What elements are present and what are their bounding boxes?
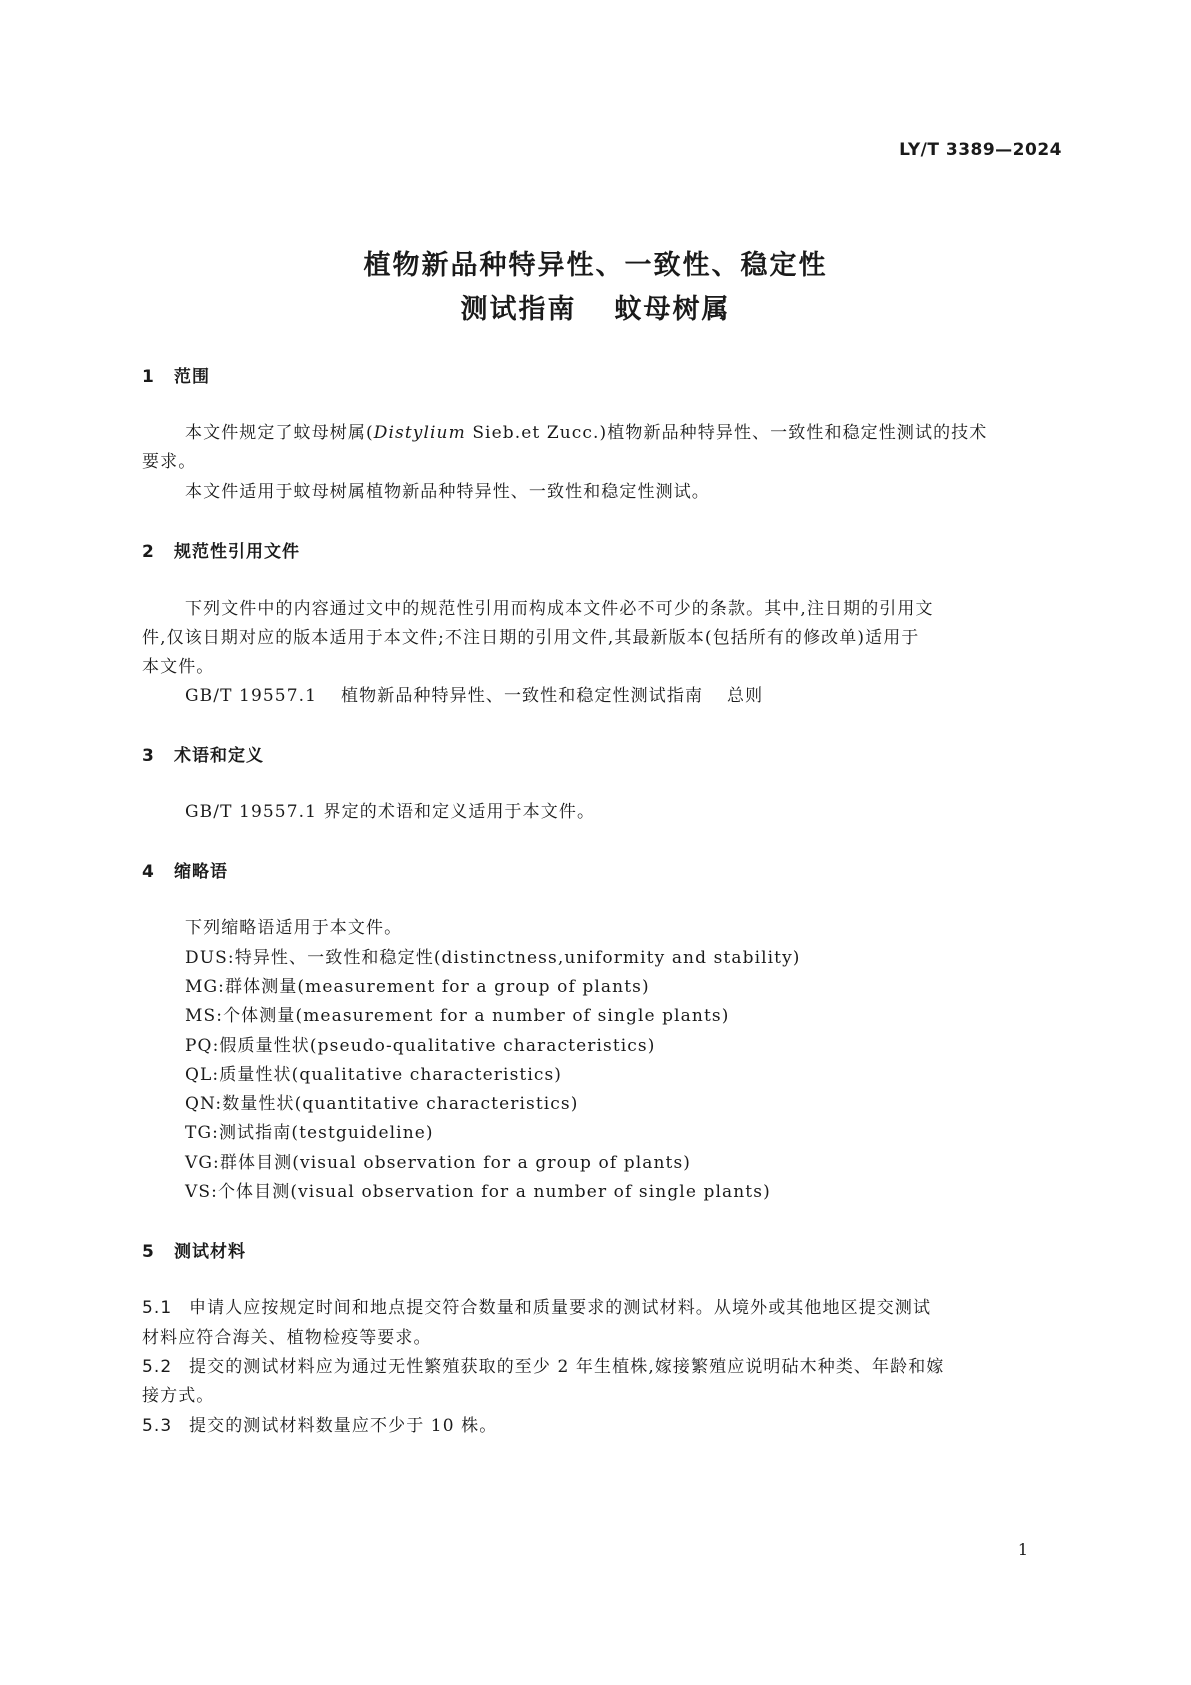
clause-5-1-line1: 5.1 申请人应按规定时间和地点提交符合数量和质量要求的测试材料。从境外或其他地区提交测试 — [142, 1298, 932, 1318]
abbreviation-item: VG:群体目测(visual observation for a group of plants) — [185, 1153, 692, 1173]
section-heading-1: 1 范围 — [142, 367, 210, 387]
section-heading-4: 4 缩略语 — [142, 862, 228, 882]
standard-code: LY/T 3389—2024 — [899, 140, 1062, 160]
s2-paragraph1-line3: 本文件。 — [142, 657, 215, 677]
abbreviation-item: VS:个体目测(visual observation for a number of single plants) — [185, 1182, 771, 1202]
s1-paragraph1-line2: 要求。 — [142, 452, 197, 472]
clause-5-3-line1: 5.3 提交的测试材料数量应不少于 10 株。 — [142, 1416, 498, 1436]
s1-paragraph1-line1: 本文件规定了蚊母树属(Distylium Sieb.et Zucc.)植物新品种特异性、一致性和稳定性测试的技术 — [185, 423, 988, 443]
title-genus: 蚊母树属 — [614, 294, 731, 325]
clause-5-1-line2: 材料应符合海关、植物检疫等要求。 — [142, 1328, 432, 1348]
abbreviation-item: MS:个体测量(measurement for a number of single plants) — [185, 1006, 730, 1026]
clause-5-2-line2: 接方式。 — [142, 1386, 215, 1406]
abbreviation-item: PQ:假质量性状(pseudo-qualitative characteristics) — [185, 1036, 656, 1056]
normative-reference: GB/T 19557.1 植物新品种特异性、一致性和稳定性测试指南 总则 — [185, 686, 764, 706]
abbreviations-intro: 下列缩略语适用于本文件。 — [185, 918, 403, 938]
section-heading-5: 5 测试材料 — [142, 1242, 246, 1262]
abbreviation-item: TG:测试指南(testguideline) — [185, 1123, 434, 1143]
document-title-line1: 植物新品种特异性、一致性、稳定性 — [363, 250, 828, 281]
s3-paragraph1: GB/T 19557.1 界定的术语和定义适用于本文件。 — [185, 802, 596, 822]
section-heading-3: 3 术语和定义 — [142, 746, 264, 766]
title-guide: 测试指南 — [460, 294, 577, 325]
abbreviation-item: MG:群体测量(measurement for a group of plants) — [185, 977, 650, 997]
s1-paragraph2: 本文件适用于蚊母树属植物新品种特异性、一致性和稳定性测试。 — [185, 482, 710, 502]
page-number: 1 — [1017, 1540, 1028, 1559]
document-title-line2 — [0, 287, 1191, 326]
s2-paragraph1-line1: 下列文件中的内容通过文中的规范性引用而构成本文件必不可少的条款。其中,注日期的引用文 — [185, 599, 934, 619]
genus-latin: Distylium — [373, 423, 466, 443]
s2-paragraph1-line2: 件,仅该日期对应的版本适用于本文件;不注日期的引用文件,其最新版本(包括所有的修改单)适用于 — [142, 628, 920, 648]
abbreviation-item: DUS:特异性、一致性和稳定性(distinctness,uniformity and stability) — [185, 948, 801, 968]
abbreviation-item: QN:数量性状(quantitative characteristics) — [185, 1094, 579, 1114]
abbreviation-item: QL:质量性状(qualitative characteristics) — [185, 1065, 563, 1085]
clause-5-2-line1: 5.2 提交的测试材料应为通过无性繁殖获取的至少 2 年生植株,嫁接繁殖应说明砧木种类、年龄和嫁 — [142, 1357, 945, 1377]
section-heading-2: 2 规范性引用文件 — [142, 542, 300, 562]
